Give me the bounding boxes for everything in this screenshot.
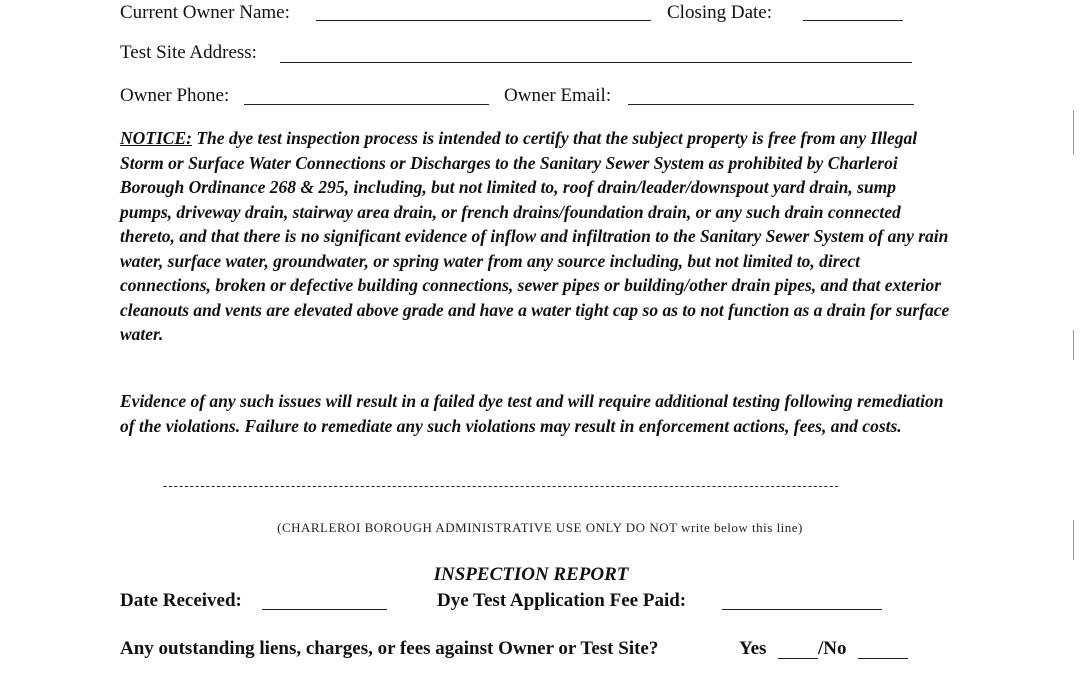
closing-date-field[interactable]: [803, 20, 903, 21]
scan-edge-mark: [1073, 520, 1074, 560]
owner-email-label: Owner Email:: [504, 85, 612, 106]
no-label: /No: [818, 638, 847, 659]
test-site-address-field[interactable]: [280, 62, 912, 63]
notice-lead: NOTICE:: [120, 128, 192, 148]
closing-date-label: Closing Date:: [667, 2, 773, 23]
inspection-report-title: INSPECTION REPORT: [433, 564, 629, 585]
test-site-address-label: Test Site Address:: [120, 42, 257, 63]
date-received-label: Date Received:: [120, 590, 242, 611]
separator-line: -------------------------------------------------------------------------------------------------------------------------------: [163, 478, 840, 493]
current-owner-field[interactable]: [316, 20, 651, 21]
owner-email-field[interactable]: [628, 104, 914, 105]
fee-paid-label: Dye Test Application Fee Paid:: [437, 590, 687, 611]
no-field[interactable]: [858, 658, 908, 659]
yes-label: Yes: [739, 638, 767, 659]
fee-paid-field[interactable]: [722, 609, 882, 610]
notice-body: The dye test inspection process is intended to certify that the subject property is free from any Illegal Storm or Surface Water Connections or Discharges to the Sanitary Sewer System as prohibited by Charleroi Borough Ordinance 268 & 295, including, but not limited to, roof drain/leader/downspout yard drain, sump pumps, driveway drain, stairway area drain, or french drains/foundation drain, or any such drain connected thereto, and that there is no significant evidence of inflow and infiltration to the Sanitary Sewer System of any rain water, surface water, groundwater, or spring water from any source including, but not limited to, direct connections, broken or defective building connections, sewer pipes or building/other drain pipes, and that exterior cleanouts and vents are elevated above grade and have a water tight cap so as to not function as a drain for surface water.: [120, 128, 950, 344]
liens-question: Any outstanding liens, charges, or fees against Owner or Test Site?: [120, 638, 659, 659]
owner-phone-field[interactable]: [244, 104, 489, 105]
scan-edge-mark: [1073, 330, 1074, 360]
yes-field[interactable]: [778, 658, 818, 659]
admin-use-note: (CHARLEROI BOROUGH ADMINISTRATIVE USE ONLY DO NOT write below this line): [277, 520, 803, 535]
current-owner-label: Current Owner Name:: [120, 2, 290, 23]
notice-paragraph: [120, 126, 950, 347]
owner-phone-label: Owner Phone:: [120, 85, 230, 106]
date-received-field[interactable]: [262, 609, 387, 610]
evidence-paragraph: Evidence of any such issues will result in a failed dye test and will require additional testing following remediation of the violations. Failure to remediate any such violations may result in enforcement actions, fees, and costs.: [120, 391, 944, 436]
scan-edge-mark: [1073, 110, 1074, 155]
